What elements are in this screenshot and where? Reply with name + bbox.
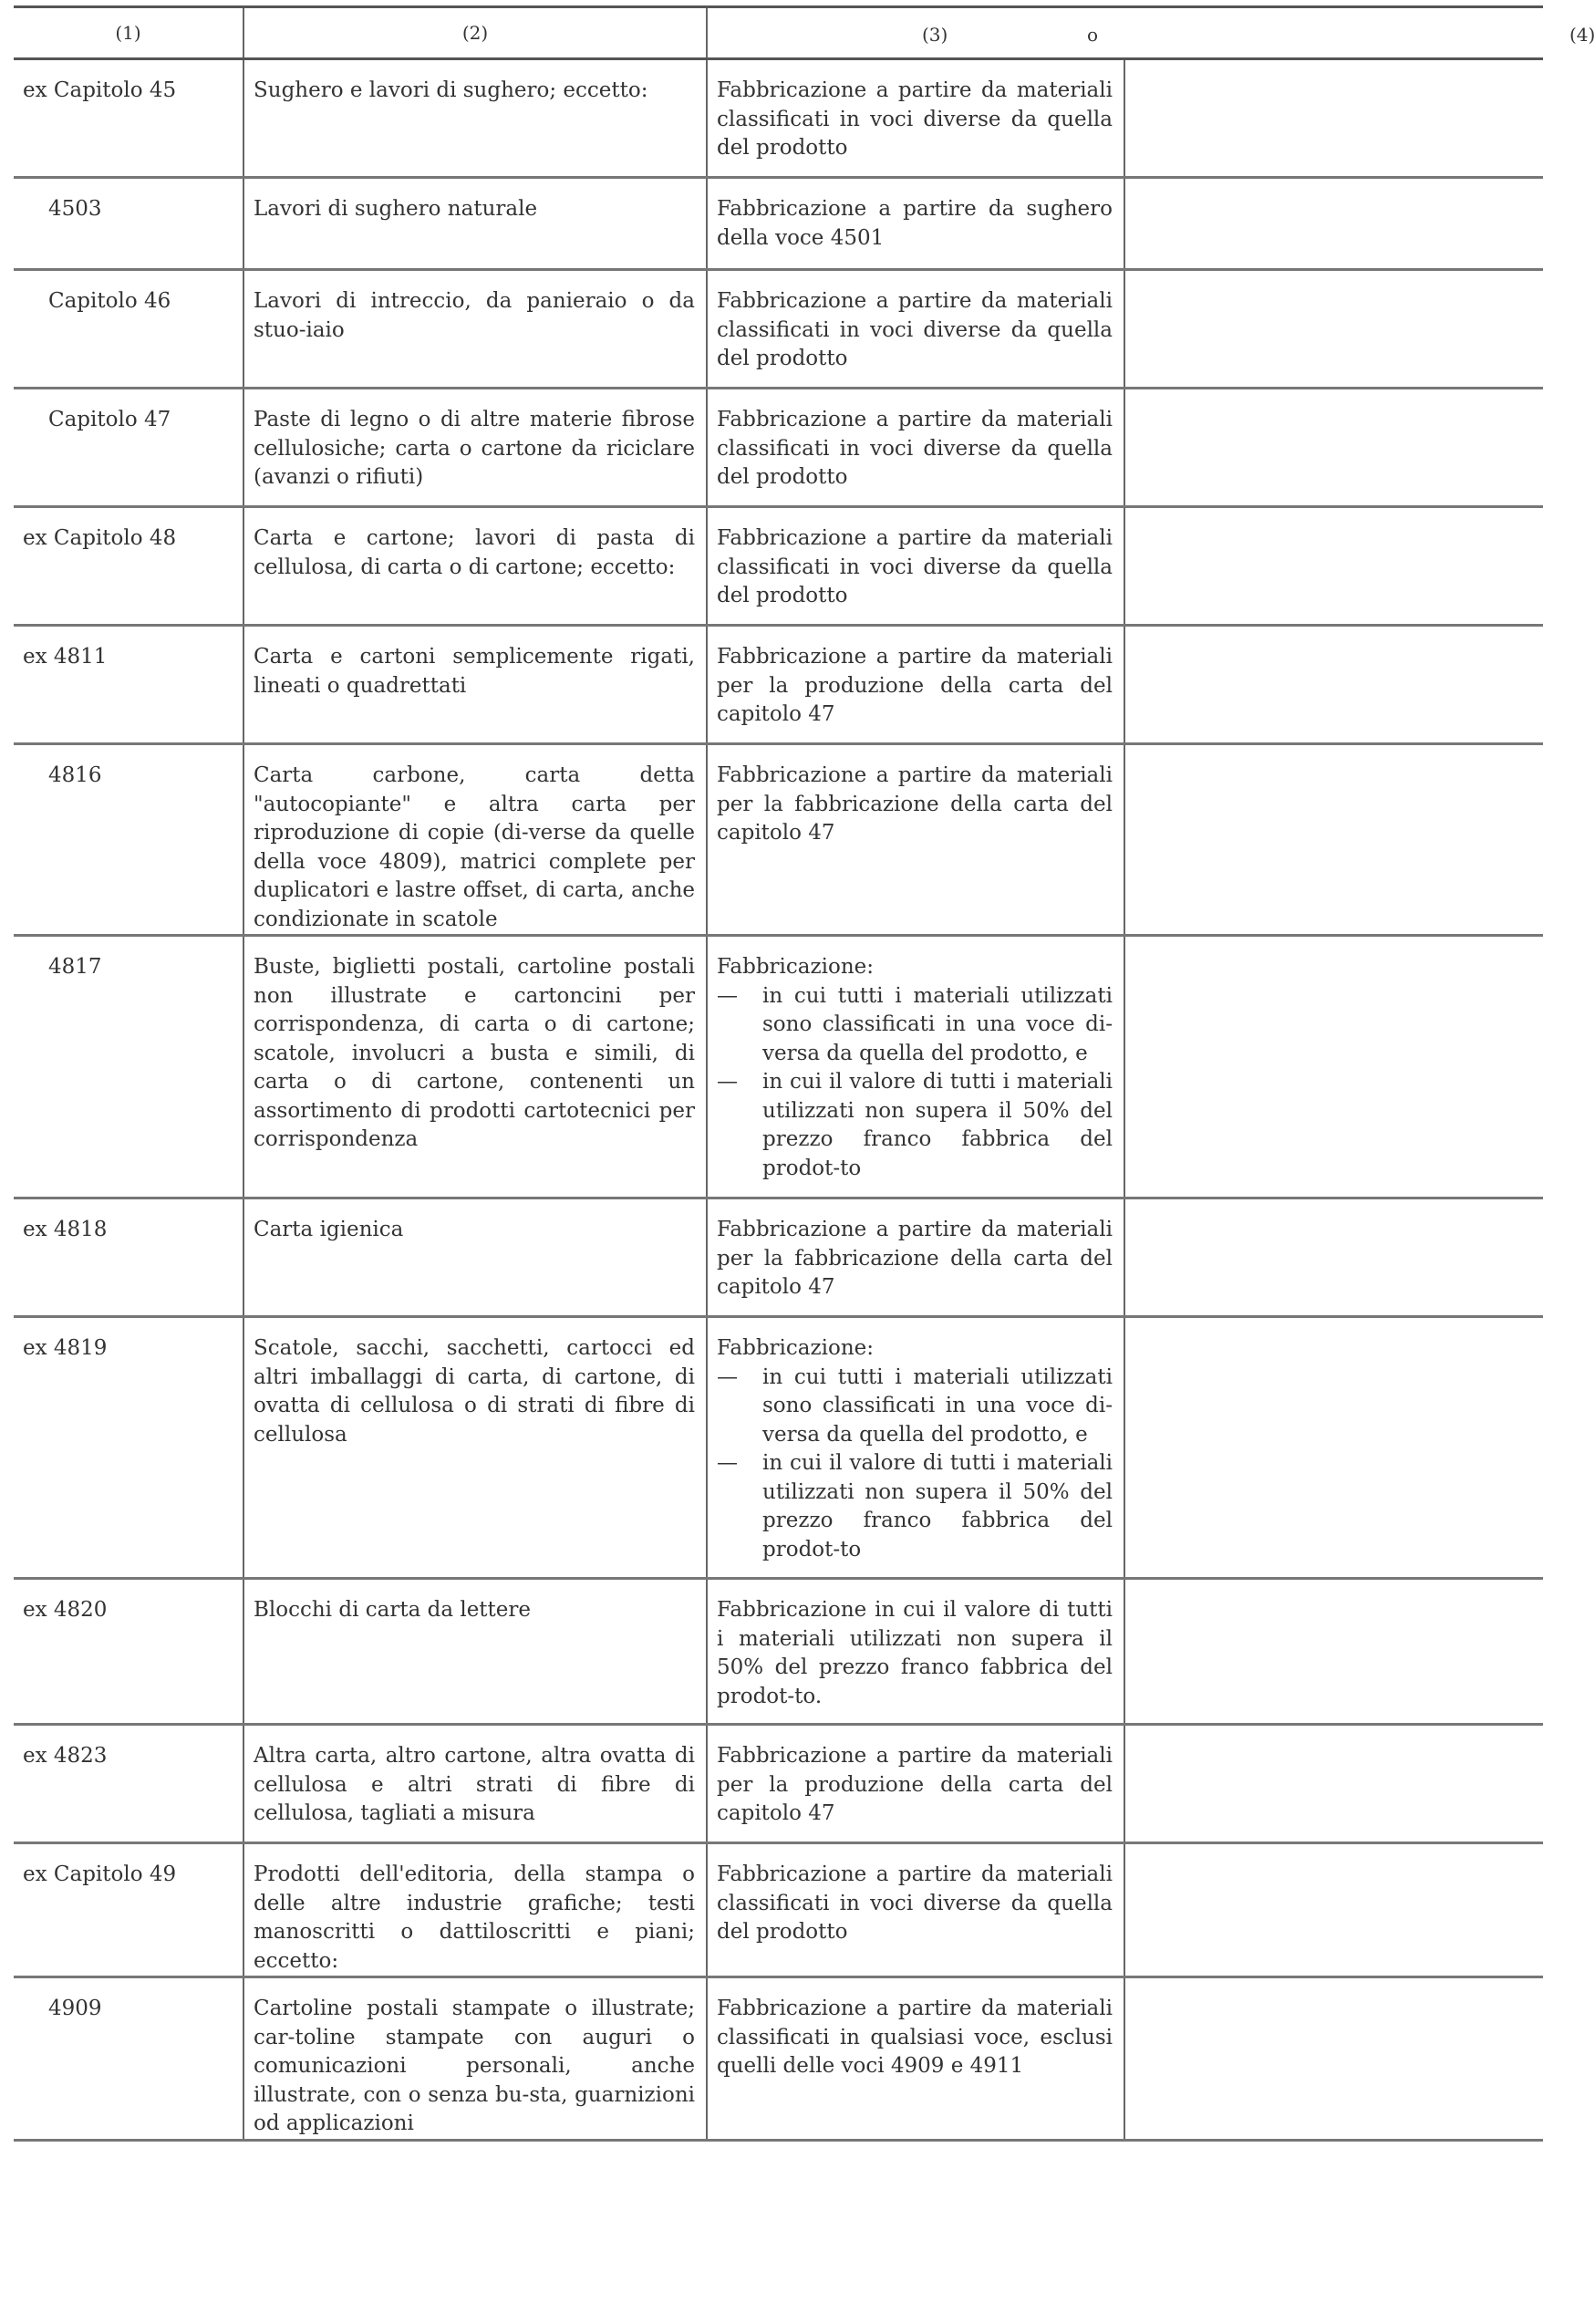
cell-description: Carta e cartoni semplicemente rigati, lineati o quadrettati — [243, 626, 707, 744]
table-body — [14, 59, 1543, 2141]
cell-rule-alt — [1124, 270, 1543, 389]
cell-description: Blocchi di carta da lettere — [243, 1579, 707, 1725]
cell-rule-alt — [1124, 744, 1543, 936]
cell-rule: Fabbricazione a partire da materiali classificati in voci diverse da quella del prodotto — [707, 59, 1124, 178]
cell-code: 4816 — [14, 744, 243, 936]
rule-list — [717, 1364, 1113, 1565]
cell-description: Carta carbone, carta detta "autocopiante" e altra carta per riproduzione di copie (di-verse da quelle della voce 4809), matrici complete per duplicatori e lastre offset, di carta, anche condizionate in scatole — [243, 744, 707, 936]
cell-rule-alt — [1124, 59, 1543, 178]
document-page — [14, 5, 1595, 2142]
rule-list-text: in cui tutti i materiali utilizzati sono classificati in una voce di-versa da quella del prodotto, e — [762, 983, 1113, 1065]
table-row — [14, 1977, 1543, 2141]
cell-rule: Fabbricazione a partire da materiali classificati in voci diverse da quella del prodotto — [707, 507, 1124, 626]
cell-rule-alt — [1124, 389, 1543, 507]
cell-rule: Fabbricazione a partire da materiali classificati in voci diverse da quella del prodotto — [707, 1843, 1124, 1977]
table-row — [14, 178, 1543, 270]
cell-rule-alt — [1124, 1198, 1543, 1317]
table-row — [14, 744, 1543, 936]
table-row — [14, 1725, 1543, 1843]
table-row — [14, 59, 1543, 178]
cell-code: 4817 — [14, 936, 243, 1198]
rule-list-item — [717, 1068, 1113, 1183]
header-col4: (4) — [1569, 24, 1595, 46]
cell-rule-alt — [1124, 507, 1543, 626]
table-row — [14, 507, 1543, 626]
table-row — [14, 936, 1543, 1198]
table-row — [14, 389, 1543, 507]
cell-description: Lavori di sughero naturale — [243, 178, 707, 270]
rule-list-item — [717, 1449, 1113, 1564]
cell-rule: Fabbricazione a partire da materiali classificati in voci diverse da quella del prodotto — [707, 270, 1124, 389]
cell-code: ex 4820 — [14, 1579, 243, 1725]
cell-rule-alt — [1124, 1317, 1543, 1579]
cell-description: Scatole, sacchi, sacchetti, cartocci ed altri imballaggi di carta, di cartone, di ovatta di cellulosa o di strati di fibre di cellulosa — [243, 1317, 707, 1579]
header-col2: (2) — [243, 7, 707, 59]
dash-marker: — — [717, 983, 738, 1008]
dash-marker: — — [717, 1070, 738, 1094]
rule-list-text: in cui tutti i materiali utilizzati sono classificati in una voce di-versa da quella del prodotto, e — [762, 1364, 1113, 1447]
cell-code: ex 4811 — [14, 626, 243, 744]
cell-rule — [707, 1317, 1124, 1579]
cell-rule: Fabbricazione a partire da materiali classificati in voci diverse da quella del prodotto — [707, 389, 1124, 507]
cell-description: Prodotti dell'editoria, della stampa o delle altre industrie grafiche; testi manoscritti o dattiloscritti e piani; eccetto: — [243, 1843, 707, 1977]
cell-rule: Fabbricazione a partire da materiali classificati in qualsiasi voce, esclusi quelli delle voci 4909 e 4911 — [707, 1977, 1124, 2141]
cell-code: 4909 — [14, 1977, 243, 2141]
cell-rule-alt — [1124, 936, 1543, 1198]
rule-lead: Fabbricazione: — [717, 955, 874, 979]
cell-rule-alt — [1124, 1977, 1543, 2141]
cell-description: Altra carta, altro cartone, altra ovatta di cellulosa e altri strati di fibre di cellulosa, tagliati a misura — [243, 1725, 707, 1843]
cell-code: Capitolo 47 — [14, 389, 243, 507]
dash-marker: — — [717, 1364, 738, 1389]
dash-marker: — — [717, 1451, 738, 1475]
cell-rule — [707, 936, 1124, 1198]
table-row — [14, 626, 1543, 744]
cell-rule-alt — [1124, 626, 1543, 744]
cell-rule: Fabbricazione a partire da sughero della voce 4501 — [707, 178, 1124, 270]
cell-code: ex 4823 — [14, 1725, 243, 1843]
header-col3: (3) — [922, 24, 948, 46]
table-row — [14, 1198, 1543, 1317]
cell-rule-alt — [1124, 1725, 1543, 1843]
rule-list — [717, 982, 1113, 1184]
cell-rule-alt — [1124, 1843, 1543, 1977]
rule-list-text: in cui il valore di tutti i materiali utilizzati non supera il 50% del prezzo franco fabbrica del prodot-to — [762, 1070, 1113, 1180]
cell-rule-alt — [1124, 1579, 1543, 1725]
rule-list-item — [717, 982, 1113, 1069]
rule-list-item — [717, 1364, 1113, 1450]
table-header-row — [14, 7, 1543, 59]
cell-rule: Fabbricazione a partire da materiali per la fabbricazione della carta del capitolo 47 — [707, 1198, 1124, 1317]
cell-description: Buste, biglietti postali, cartoline postali non illustrate e cartoncini per corrispondenza, di carta o di cartone; scatole, involucri a busta e simili, di carta o di cartone, contenenti un assortimento di prodotti cartotecnici per corrispondenza — [243, 936, 707, 1198]
cell-rule-alt — [1124, 178, 1543, 270]
cell-description: Lavori di intreccio, da panieraio o da stuo-iaio — [243, 270, 707, 389]
cell-rule: Fabbricazione a partire da materiali per la fabbricazione della carta del capitolo 47 — [707, 744, 1124, 936]
header-or: o — [1087, 24, 1099, 46]
cell-description: Paste di legno o di altre materie fibrose cellulosiche; carta o cartone da riciclare (avanzi o rifiuti) — [243, 389, 707, 507]
cell-description: Carta e cartone; lavori di pasta di cellulosa, di carta o di cartone; eccetto: — [243, 507, 707, 626]
cell-rule: Fabbricazione in cui il valore di tutti i materiali utilizzati non supera il 50% del prezzo franco fabbrica del prodot-to. — [707, 1579, 1124, 1725]
cell-rule: Fabbricazione a partire da materiali per la produzione della carta del capitolo 47 — [707, 626, 1124, 744]
cell-description: Carta igienica — [243, 1198, 707, 1317]
table-row — [14, 1843, 1543, 1977]
cell-code: ex 4818 — [14, 1198, 243, 1317]
header-col3-col4 — [707, 7, 1595, 59]
cell-code: ex Capitolo 45 — [14, 59, 243, 178]
origin-rules-table — [14, 5, 1595, 2142]
cell-description: Sughero e lavori di sughero; eccetto: — [243, 59, 707, 178]
table-row — [14, 1317, 1543, 1579]
header-col1: (1) — [14, 7, 243, 59]
table-row — [14, 1579, 1543, 1725]
rule-lead: Fabbricazione: — [717, 1336, 874, 1360]
cell-code: ex 4819 — [14, 1317, 243, 1579]
table-row — [14, 270, 1543, 389]
cell-rule: Fabbricazione a partire da materiali per la produzione della carta del capitolo 47 — [707, 1725, 1124, 1843]
cell-description: Cartoline postali stampate o illustrate; car-toline stampate con auguri o comunicazioni personali, anche illustrate, con o senza bu-sta, guarnizioni od applicazioni — [243, 1977, 707, 2141]
cell-code: ex Capitolo 48 — [14, 507, 243, 626]
cell-code: ex Capitolo 49 — [14, 1843, 243, 1977]
cell-code: Capitolo 46 — [14, 270, 243, 389]
rule-list-text: in cui il valore di tutti i materiali utilizzati non supera il 50% del prezzo franco fabbrica del prodot-to — [762, 1451, 1113, 1561]
cell-code: 4503 — [14, 178, 243, 270]
